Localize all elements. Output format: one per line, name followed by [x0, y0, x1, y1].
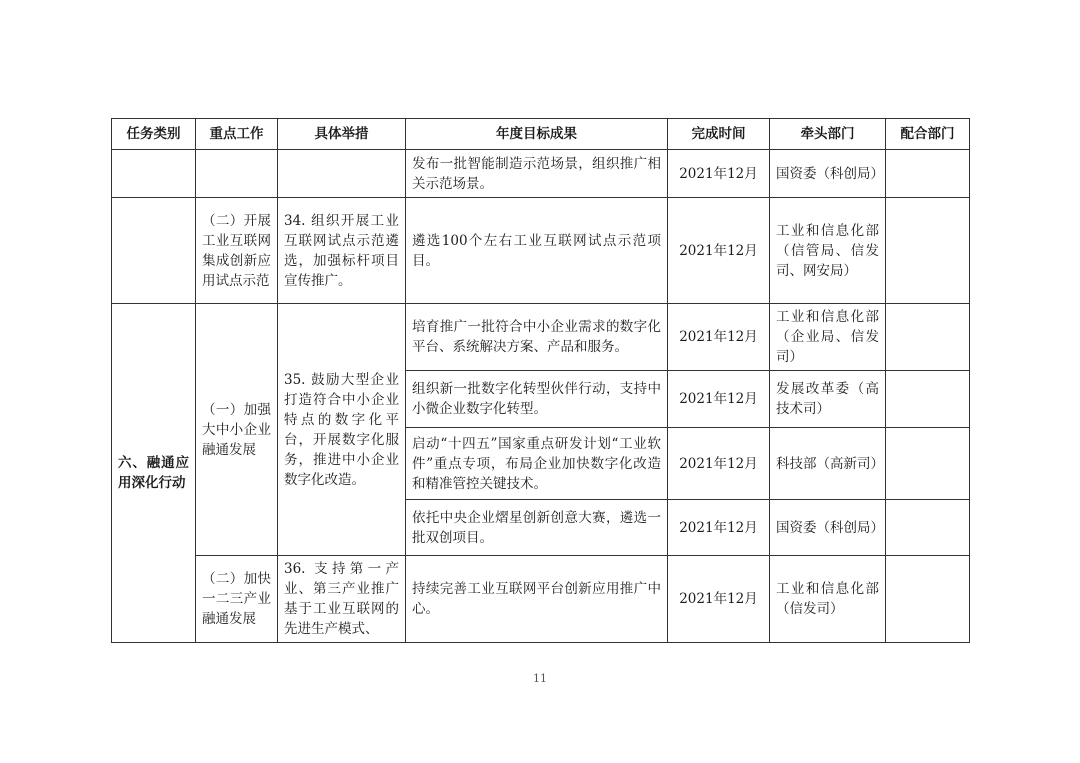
task-table [111, 118, 970, 643]
assist-cell [886, 500, 970, 556]
goal-cell: 启动“十四五”国家重点研发计划“工业软件”重点专项，布局企业加快数字化改造和精准管控关键技术。 [406, 428, 668, 500]
goal-cell: 遴选100个左右工业互联网试点示范项目。 [406, 198, 668, 304]
page-number: 11 [533, 672, 547, 685]
table-row [112, 198, 970, 304]
time-cell: 2021年12月 [668, 150, 770, 198]
goal-cell: 依托中央企业熠星创新创意大赛，遴选一批双创项目。 [406, 500, 668, 556]
assist-cell [886, 428, 970, 500]
header-assisting-department: 配合部门 [886, 119, 970, 150]
table-row [112, 556, 970, 643]
work-cell: （一）加强大中小企业融通发展 [196, 304, 278, 556]
work-cell: （二）开展工业互联网集成创新应用试点示范 [196, 198, 278, 304]
goal-cell: 培育推广一批符合中小企业需求的数字化平台、系统解决方案、产品和服务。 [406, 304, 668, 371]
time-cell: 2021年12月 [668, 304, 770, 371]
goal-cell: 持续完善工业互联网平台创新应用推广中心。 [406, 556, 668, 643]
table-header-row [112, 119, 970, 150]
header-key-work: 重点工作 [196, 119, 278, 150]
header-annual-goal: 年度目标成果 [406, 119, 668, 150]
table-row [112, 304, 970, 371]
category-cell [112, 150, 196, 198]
goal-cell: 组织新一批数字化转型伙伴行动，支持中小微企业数字化转型。 [406, 371, 668, 428]
header-completion-time: 完成时间 [668, 119, 770, 150]
assist-cell [886, 556, 970, 643]
time-cell: 2021年12月 [668, 556, 770, 643]
header-lead-department: 牵头部门 [770, 119, 886, 150]
assist-cell [886, 304, 970, 371]
lead-cell: 科技部（高新司） [770, 428, 886, 500]
goal-cell: 发布一批智能制造示范场景，组织推广相关示范场景。 [406, 150, 668, 198]
measure-cell: 35. 鼓励大型企业打造符合中小企业特点的数字化平台，开展数字化服务，推进中小企业数字化改造。 [278, 304, 406, 556]
work-cell: （二）加快一二三产业融通发展 [196, 556, 278, 643]
measure-cell [278, 150, 406, 198]
time-cell: 2021年12月 [668, 371, 770, 428]
lead-cell: 工业和信息化部（信管局、信发司、网安局） [770, 198, 886, 304]
header-task-category: 任务类别 [112, 119, 196, 150]
time-cell: 2021年12月 [668, 428, 770, 500]
time-cell: 2021年12月 [668, 500, 770, 556]
assist-cell [886, 198, 970, 304]
assist-cell [886, 150, 970, 198]
measure-cell: 36. 支持第一产业、第三产业推广基于工业互联网的先进生产模式、 [278, 556, 406, 643]
category-cell: 六、融通应用深化行动 [112, 304, 196, 643]
work-cell [196, 150, 278, 198]
table-row [112, 150, 970, 198]
lead-cell: 工业和信息化部（企业局、信发司） [770, 304, 886, 371]
header-specific-measures: 具体举措 [278, 119, 406, 150]
lead-cell: 发展改革委（高技术司） [770, 371, 886, 428]
assist-cell [886, 371, 970, 428]
category-cell [112, 198, 196, 304]
time-cell: 2021年12月 [668, 198, 770, 304]
lead-cell: 工业和信息化部（信发司） [770, 556, 886, 643]
measure-cell: 34. 组织开展工业互联网试点示范遴选，加强标杆项目宣传推广。 [278, 198, 406, 304]
lead-cell: 国资委（科创局） [770, 500, 886, 556]
lead-cell: 国资委（科创局） [770, 150, 886, 198]
